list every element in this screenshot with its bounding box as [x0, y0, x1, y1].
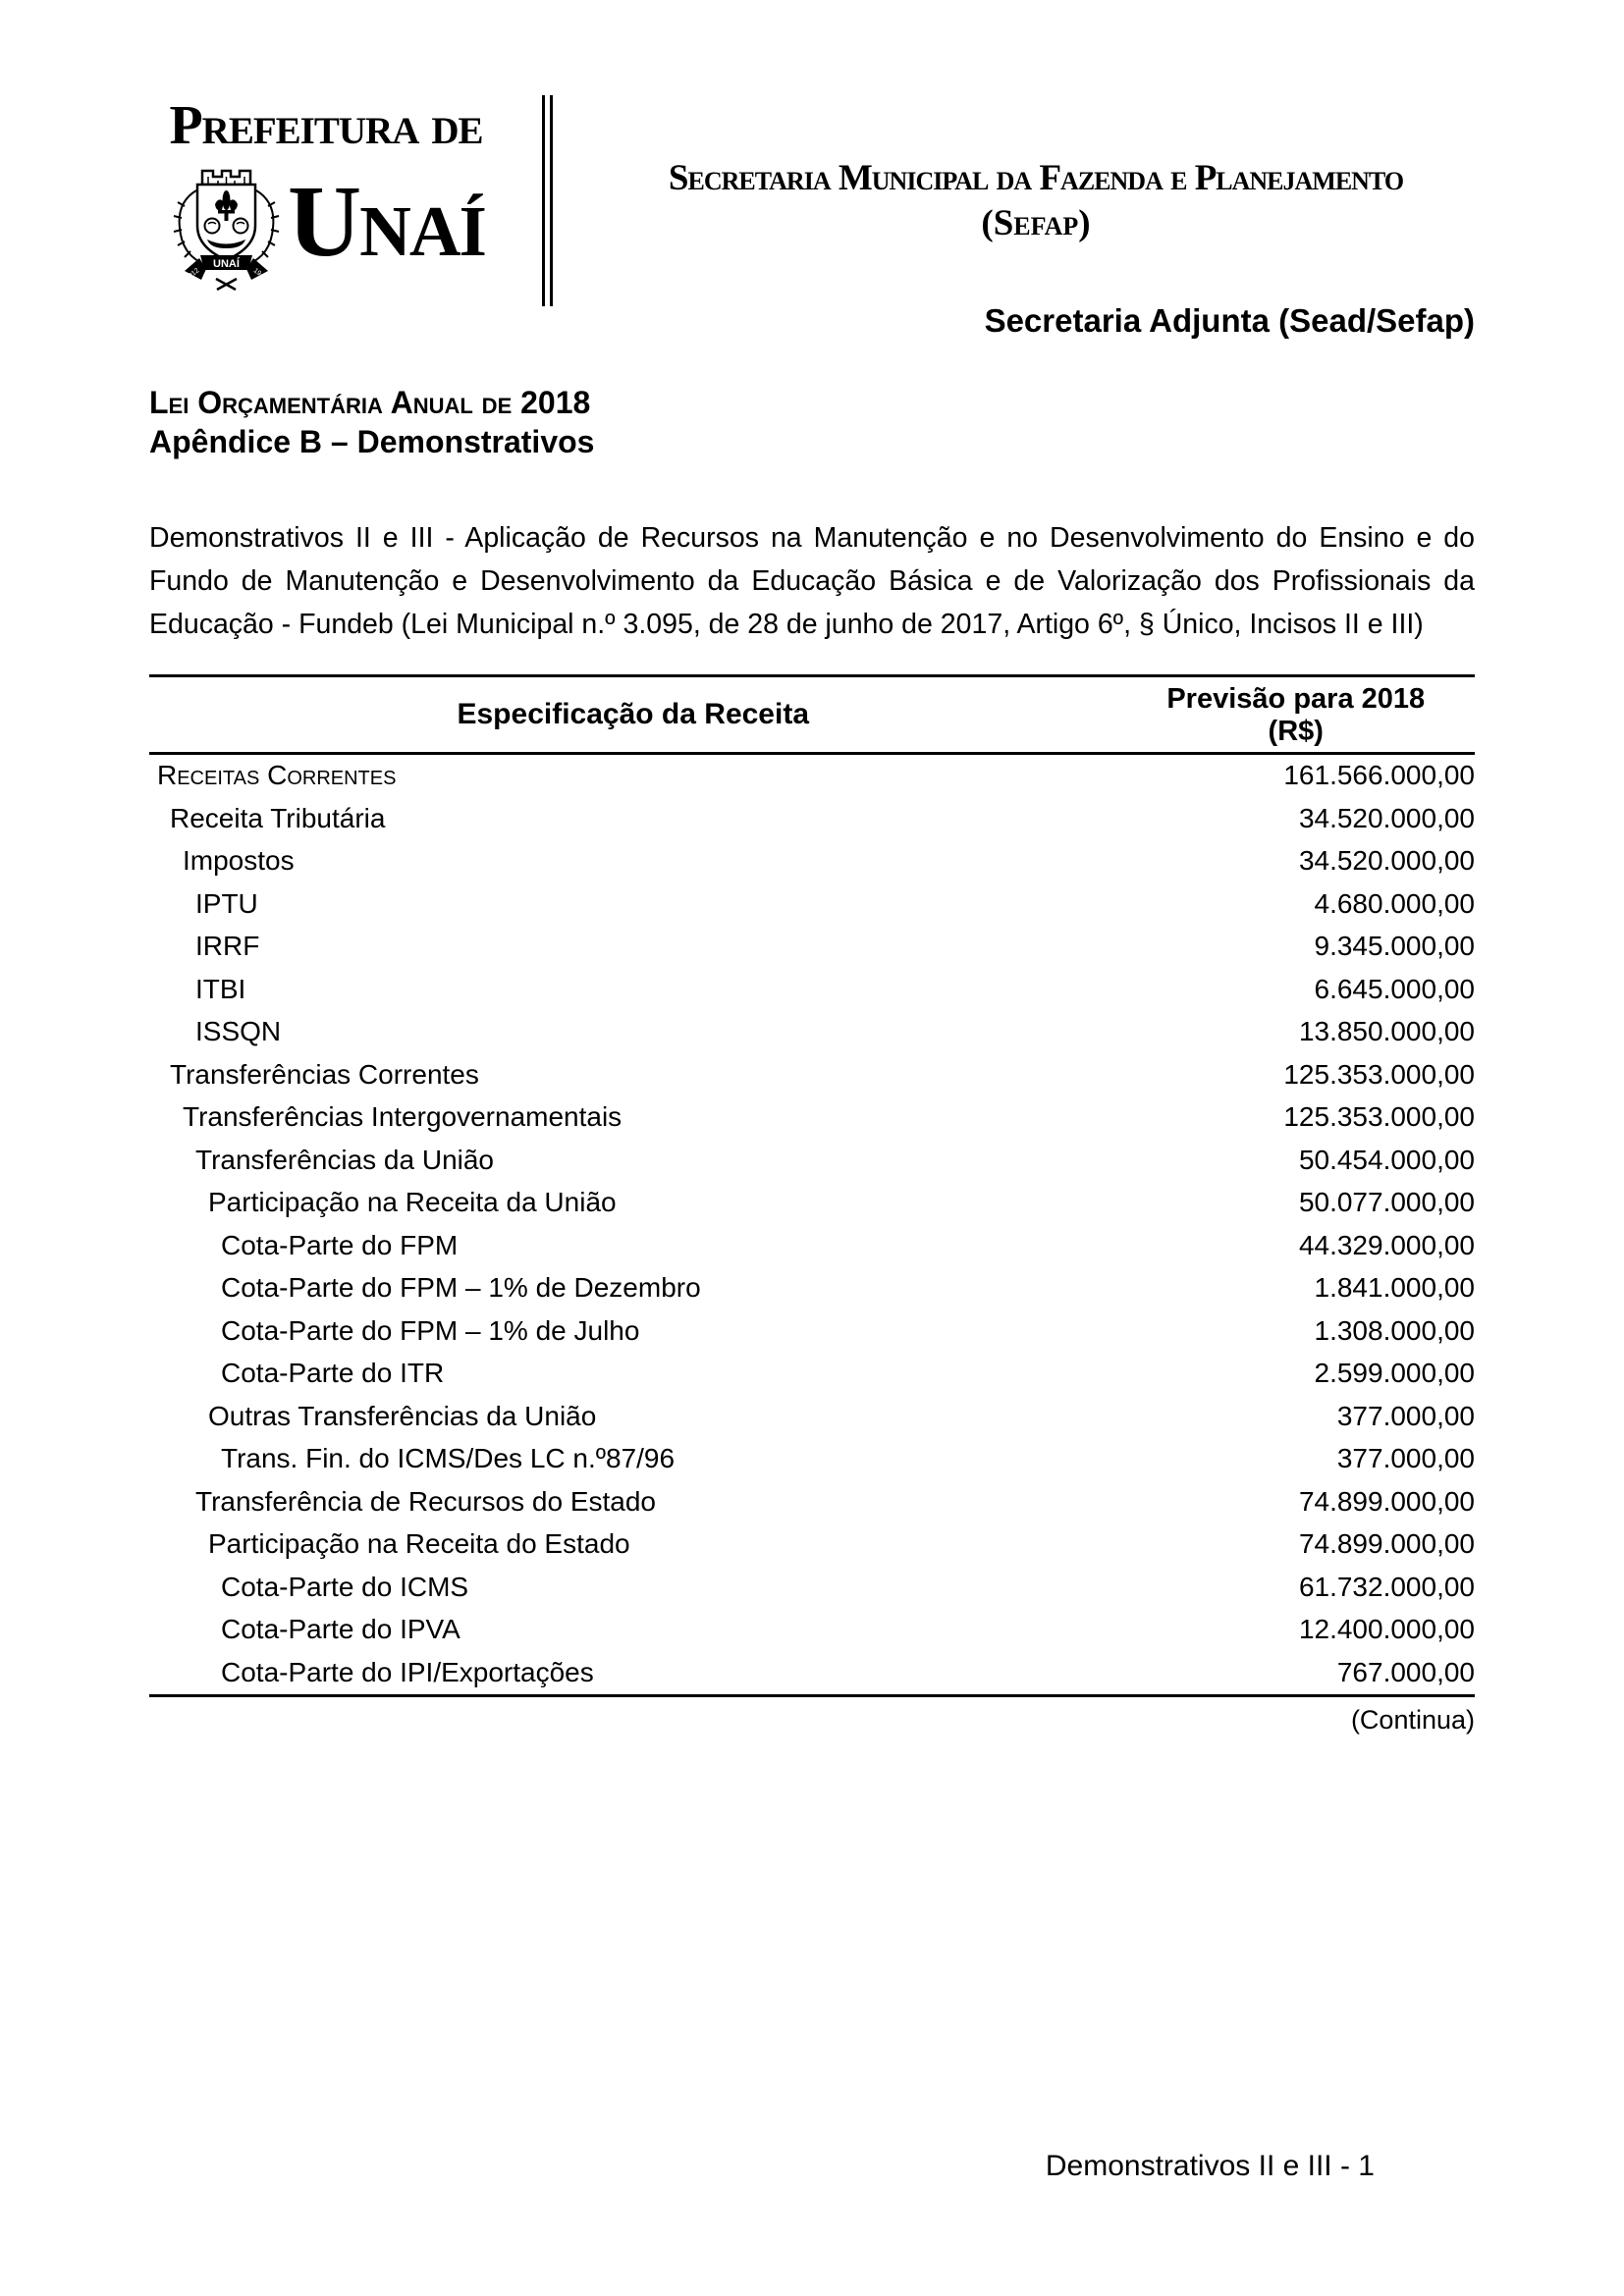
- unai-coat-of-arms-icon: [167, 159, 286, 292]
- row-label: Transferência de Recursos do Estado: [195, 1485, 656, 1517]
- row-label: Receita Tributária: [170, 802, 386, 833]
- table-row: [149, 1267, 1475, 1310]
- row-value: 61.732.000,00: [1298, 1571, 1475, 1602]
- department-header: [597, 155, 1475, 245]
- row-label: ISSQN: [195, 1016, 282, 1047]
- table-row: [149, 797, 1475, 840]
- continuation-note: (Continua): [1350, 1704, 1475, 1735]
- row-value: 50.077.000,00: [1298, 1187, 1475, 1218]
- table-row: [149, 1438, 1475, 1481]
- description-paragraph: Demonstrativos II e III - Aplicação de Recursos na Manutenção e no Desenvolvimento do Ensino e do Fundo de Manutenção e Desenvolvimento da Educação Básica e de Valorização dos Profissionais da Educação - Fundeb (Lei Municipal n.º 3.095, de 28 de junho de 2017, Artigo 6º, § Único, Incisos II e III): [149, 522, 1475, 640]
- row-value: 4.680.000,00: [1314, 887, 1475, 919]
- row-label: Outras Transferências da União: [208, 1400, 597, 1431]
- row-label: Cota-Parte do ITR: [221, 1358, 445, 1389]
- column-header-specification: Especificação da Receita: [149, 675, 1117, 753]
- coat-ribbon-right-text: 1943: [251, 267, 269, 283]
- column-header-forecast: [1117, 675, 1476, 753]
- row-label: Participação na Receita da União: [208, 1187, 617, 1218]
- row-value: 34.520.000,00: [1298, 802, 1475, 833]
- row-value: 50.454.000,00: [1298, 1144, 1475, 1175]
- revenue-table-body: [149, 753, 1475, 1695]
- row-label: IPTU: [195, 887, 258, 919]
- city-name: Unaí: [288, 165, 485, 278]
- table-row: [149, 1480, 1475, 1523]
- department-title: Secretaria Municipal da Fazenda e Planejamento: [668, 158, 1404, 198]
- row-label: Transferências da União: [195, 1144, 495, 1175]
- row-label: Cota-Parte do IPVA: [221, 1614, 460, 1645]
- forecast-header-line1: Previsão para 2018: [1166, 682, 1426, 715]
- row-label: Cota-Parte do FPM – 1% de Julho: [221, 1314, 640, 1346]
- table-row: [149, 1011, 1475, 1054]
- row-value: 767.000,00: [1336, 1656, 1475, 1687]
- forecast-header-line2: (R$): [1268, 715, 1324, 747]
- table-row: [149, 1395, 1475, 1438]
- row-label: Cota-Parte do FPM: [221, 1229, 459, 1260]
- row-label: IRRF: [195, 931, 260, 962]
- table-row: [149, 1523, 1475, 1567]
- row-label: Cota-Parte do IPI/Exportações: [221, 1656, 594, 1687]
- row-value: 74.899.000,00: [1298, 1485, 1475, 1517]
- coat-ribbon-left-text: 3012: [184, 267, 201, 283]
- appendix-title: Apêndice B – Demonstrativos: [149, 424, 595, 459]
- table-row: [149, 840, 1475, 883]
- row-value: 34.520.000,00: [1298, 845, 1475, 877]
- row-value: 44.329.000,00: [1298, 1229, 1475, 1260]
- row-value: 1.308.000,00: [1314, 1314, 1475, 1346]
- table-row: [149, 1651, 1475, 1695]
- table-row: [149, 1353, 1475, 1396]
- row-label: Transferências Intergovernamentais: [183, 1101, 623, 1133]
- table-row: [149, 1224, 1475, 1267]
- table-row: [149, 1566, 1475, 1609]
- row-label: Receitas Correntes: [157, 760, 397, 791]
- row-value: 1.841.000,00: [1314, 1272, 1475, 1304]
- row-label: ITBI: [195, 973, 246, 1004]
- row-value: 377.000,00: [1336, 1400, 1475, 1431]
- row-value: 74.899.000,00: [1298, 1528, 1475, 1560]
- row-label: Impostos: [183, 845, 295, 877]
- sub-department-title: Secretaria Adjunta (Sead/Sefap): [984, 302, 1475, 339]
- city-hall-brand: [155, 95, 497, 292]
- table-row: [149, 1609, 1475, 1652]
- row-value: 125.353.000,00: [1283, 1101, 1475, 1133]
- table-row: [149, 1139, 1475, 1182]
- row-label: Trans. Fin. do ICMS/Des LC n.º87/96: [221, 1443, 676, 1474]
- table-row: [149, 1309, 1475, 1353]
- brand-top-label: Prefeitura de: [169, 95, 483, 156]
- row-value: 6.645.000,00: [1314, 973, 1475, 1004]
- row-label: Participação na Receita do Estado: [208, 1528, 630, 1560]
- table-row: [149, 968, 1475, 1011]
- row-value: 9.345.000,00: [1314, 931, 1475, 962]
- table-row: [149, 882, 1475, 926]
- row-value: 125.353.000,00: [1283, 1058, 1475, 1090]
- revenue-table: [149, 674, 1475, 1697]
- row-value: 13.850.000,00: [1298, 1016, 1475, 1047]
- coat-banner-text: UNAÍ: [213, 258, 240, 270]
- law-title: Lei Orçamentária Anual de 2018: [149, 385, 591, 420]
- page-footer-label: Demonstrativos II e III - 1: [1045, 2150, 1375, 2182]
- table-row: [149, 1053, 1475, 1096]
- row-value: 161.566.000,00: [1283, 760, 1475, 791]
- row-value: 2.599.000,00: [1314, 1358, 1475, 1389]
- row-value: 12.400.000,00: [1298, 1614, 1475, 1645]
- row-label: Cota-Parte do FPM – 1% de Dezembro: [221, 1272, 701, 1304]
- department-abbr: (Sefap): [981, 203, 1091, 243]
- header-divider: [542, 95, 553, 306]
- table-row: [149, 753, 1475, 797]
- table-row: [149, 926, 1475, 969]
- row-value: 377.000,00: [1336, 1443, 1475, 1474]
- brand-row: [155, 159, 497, 292]
- row-label: Transferências Correntes: [170, 1058, 479, 1090]
- table-row: [149, 1096, 1475, 1140]
- table-header-row: [149, 675, 1475, 753]
- row-label: Cota-Parte do ICMS: [221, 1571, 469, 1602]
- table-row: [149, 1182, 1475, 1225]
